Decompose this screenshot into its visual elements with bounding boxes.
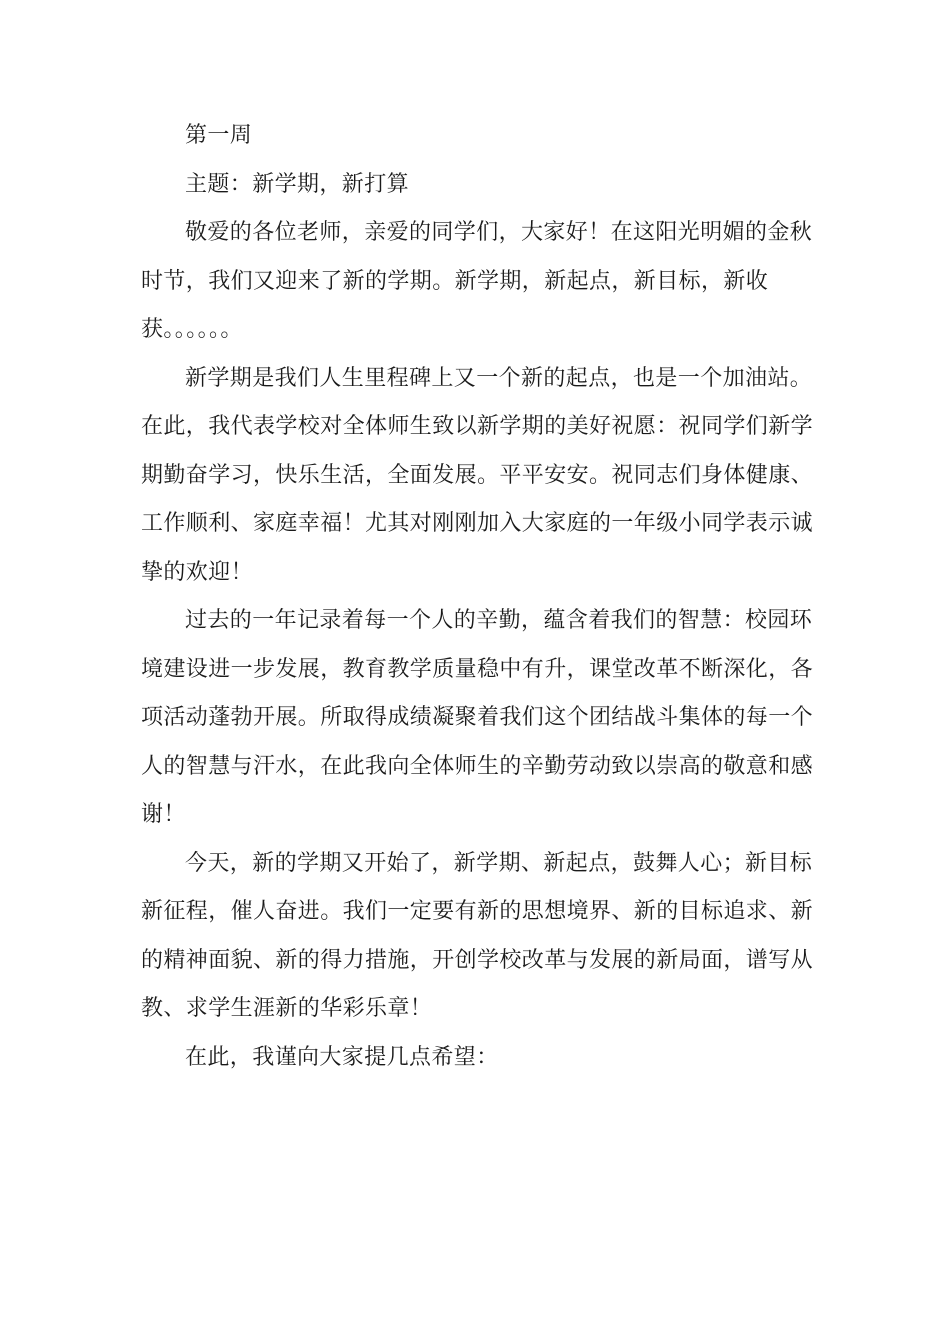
paragraph-line: 工作顺利、家庭幸福！尤其对刚刚加入大家庭的一年级小同学表示诚 [141,511,814,536]
paragraph-line: 在此，我代表学校对全体师生致以新学期的美好祝愿：祝同学们新学 [141,414,814,439]
paragraph-hopes [141,1034,813,1083]
paragraph-line: 期勤奋学习，快乐生活，全面发展。平平安安。祝同志们身体健康、 [141,462,814,488]
paragraph-line: 新征程，催人奋进。我们一定要有新的思想境界、新的目标追求、新 [141,899,814,924]
paragraph-line: 获。。。。。。 [141,317,243,342]
theme-heading: 主题：新学期，新打算 [185,171,410,197]
paragraph-line: 境建设进一步发展，教育教学质量稳中有升，课堂改革不断深化，各 [141,656,814,682]
paragraph-new-semester [141,355,813,598]
paragraph-line: 的精神面貌、新的得力措施，开创学校改革与发展的新局面，谱写从 [141,947,814,973]
paragraph-line: 敬爱的各位老师，亲爱的同学们，大家好！在这阳光明媚的金秋 [185,220,813,245]
paragraph-line: 教、求学生涯新的华彩乐章！ [141,996,433,1021]
paragraph-greeting [141,209,813,355]
paragraph-today [141,840,813,1034]
paragraph-line: 时节，我们又迎来了新的学期。新学期，新起点，新目标，新收 [141,268,769,294]
paragraph-line: 项活动蓬勃开展。所取得成绩凝聚着我们这个团结战斗集体的每一个 [141,705,814,730]
document-page [141,112,813,1082]
paragraph-line: 人的智慧与汗水，在此我向全体师生的辛勤劳动致以崇高的敬意和感 [141,753,814,779]
paragraph-line: 谢！ [141,802,186,827]
paragraph-line: 在此，我谨向大家提几点希望： [185,1044,499,1070]
paragraph-line: 挚的欢迎！ [141,559,254,585]
paragraph-line: 过去的一年记录着每一个人的辛勤，蕴含着我们的智慧：校园环 [185,608,813,633]
paragraph-past-year [141,597,813,840]
week-heading: 第一周 [185,123,253,148]
paragraph-line: 今天，新的学期又开始了，新学期、新起点，鼓舞人心；新目标 [185,850,813,876]
paragraph-line: 新学期是我们人生里程碑上又一个新的起点，也是一个加油站。 [185,365,813,391]
